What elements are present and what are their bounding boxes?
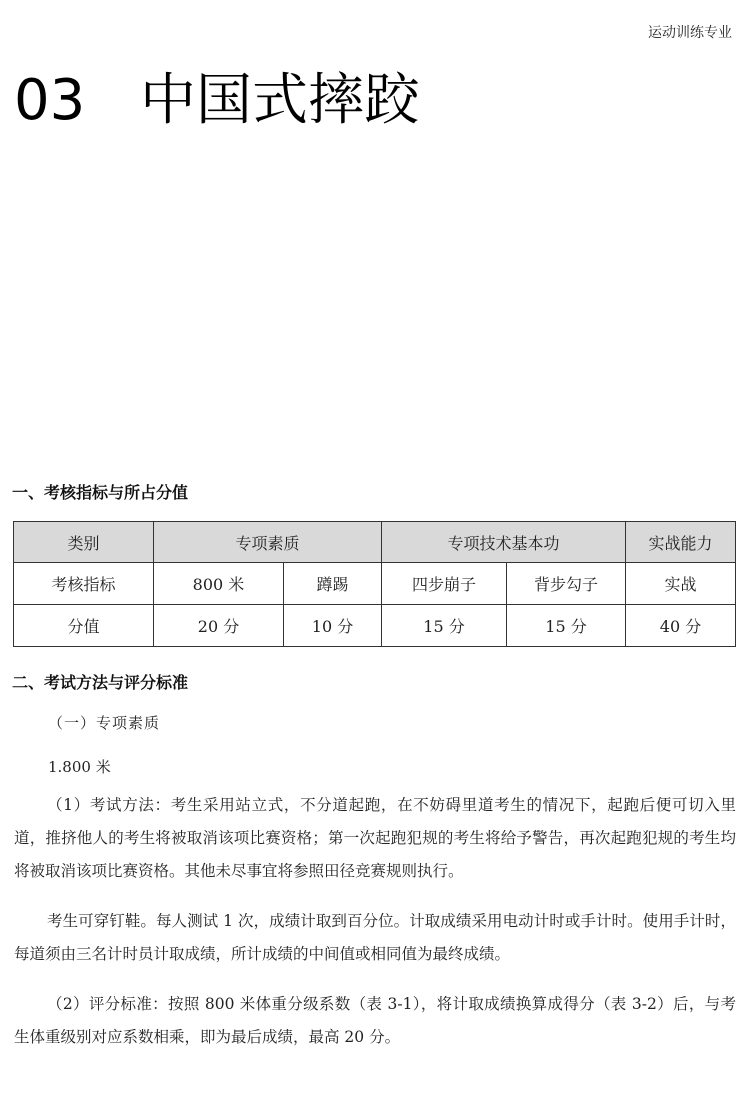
- header-group-technique: 专项技术基本功: [382, 522, 626, 563]
- table-cell: 15 分: [507, 605, 626, 647]
- score-table: [13, 521, 736, 647]
- table-row: [14, 563, 736, 605]
- row-label-indicator: 考核指标: [14, 563, 154, 605]
- table-cell: 背步勾子: [507, 563, 626, 605]
- table-cell: 800 米: [154, 563, 284, 605]
- header-group-combat: 实战能力: [626, 522, 736, 563]
- table-cell: 蹲踢: [284, 563, 382, 605]
- running-header: 运动训练专业: [648, 25, 732, 41]
- header-group-physical: 专项素质: [154, 522, 382, 563]
- paragraph: （2）评分标准：按照 800 米体重分级系数（表 3-1），将计取成绩换算成得分（表 3-2）后，与考生体重级别对应系数相乘，即为最后成绩，最高 20 分。: [14, 995, 736, 1046]
- chapter-number: 03: [14, 68, 86, 133]
- table-cell: 四步崩子: [382, 563, 507, 605]
- section-heading-2: 二、考试方法与评分标准: [12, 673, 189, 692]
- section-heading-1: 一、考核指标与所占分值: [12, 483, 189, 502]
- chapter-name: 中国式摔跤: [140, 68, 420, 133]
- table-cell: 10 分: [284, 605, 382, 647]
- paragraph: 考生可穿钉鞋。每人测试 1 次，成绩计取到百分位。计取成绩采用电动计时或手计时。使用手计时，每道须由三名计时员计取成绩，所计成绩的中间值或相同值为最终成绩。: [14, 912, 736, 963]
- subsection-heading: （一）专项素质: [48, 714, 161, 732]
- table-cell: 40 分: [626, 605, 736, 647]
- item-heading: 1.800 米: [48, 758, 111, 776]
- table-cell: 20 分: [154, 605, 284, 647]
- header-category: 类别: [14, 522, 154, 563]
- table-row: [14, 605, 736, 647]
- chapter-title: [14, 66, 420, 136]
- paragraph: （1）考试方法：考生采用站立式，不分道起跑，在不妨碍里道考生的情况下，起跑后便可切入里道，推挤他人的考生将被取消该项比赛资格；第一次起跑犯规的考生将给予警告，再次起跑犯规的考生均将被取消该项比赛资格。其他未尽事宜将参照田径竞赛规则执行。: [14, 796, 736, 880]
- table-cell: 15 分: [382, 605, 507, 647]
- table-cell: 实战: [626, 563, 736, 605]
- table-header-row: [14, 522, 736, 563]
- row-label-score: 分值: [14, 605, 154, 647]
